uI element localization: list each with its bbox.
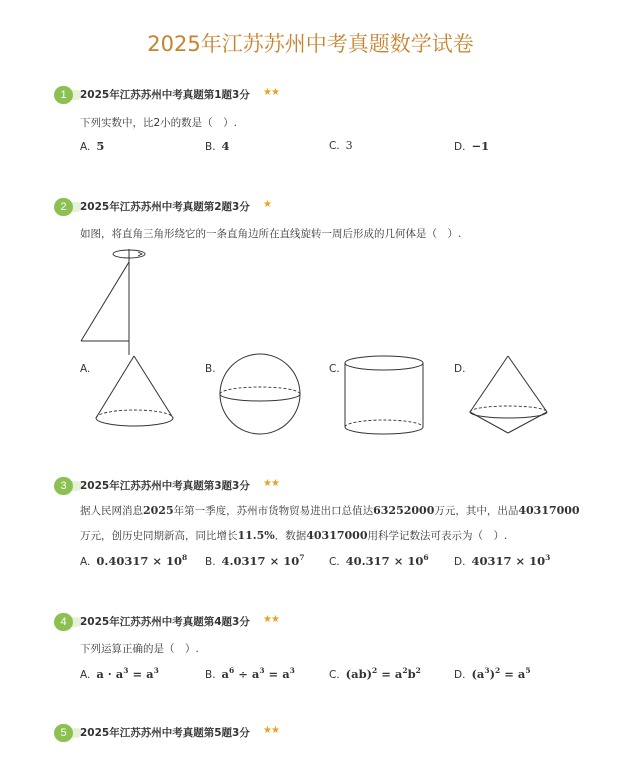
difficulty-stars: ★★	[263, 725, 279, 736]
question-3-text-line-2: 万元，创历史同期新高，同比增长11.5%．数据40317000用科学记数法可表示为（ ）.	[80, 529, 508, 542]
q4-option-c[interactable]: C. $(ab)^2 = a^2b^2$	[329, 666, 421, 681]
double-cone-icon	[467, 354, 551, 436]
q4-option-a[interactable]: A. $a \cdot a^3 = a^3$	[80, 666, 159, 681]
q3-option-d[interactable]: D. $40317 \times 10^3$	[454, 553, 551, 568]
q1-option-c[interactable]: C. 3	[329, 139, 353, 152]
paper-title: 2025年江苏苏州中考真题数学试卷	[147, 32, 474, 56]
question-source: 2025年江苏苏州中考真题第5题3分	[80, 727, 250, 739]
q2-option-b[interactable]: B.	[205, 363, 216, 375]
question-source: 2025年江苏苏州中考真题第1题3分	[80, 89, 250, 101]
question-2-text: 如图，将直角三角形绕它的一条直角边所在直线旋转一周后形成的几何体是（ ）.	[80, 228, 462, 240]
question-source: 2025年江苏苏州中考真题第3题3分	[80, 480, 250, 492]
q3-option-a[interactable]: A. $0.40317 \times 10^8$	[80, 553, 188, 568]
question-source: 2025年江苏苏州中考真题第4题3分	[80, 616, 250, 628]
question-number-badge: 3	[54, 477, 73, 495]
difficulty-stars: ★★	[263, 614, 279, 625]
q3-option-b[interactable]: B. $4.0317 \times 10^7$	[205, 553, 305, 568]
cone-icon	[93, 354, 177, 434]
q2-option-c[interactable]: C.	[329, 363, 340, 375]
cylinder-icon	[342, 354, 428, 438]
question-number-badge: 1	[54, 86, 73, 104]
rotating-triangle-figure	[76, 245, 156, 357]
q2-option-d[interactable]: D.	[454, 363, 466, 375]
difficulty-stars: ★★	[263, 87, 279, 98]
question-number-badge: 5	[54, 724, 73, 742]
q1-option-d[interactable]: D. −1	[454, 139, 490, 153]
question-4-text: 下列运算正确的是（ ）.	[80, 643, 199, 655]
question-number-badge: 2	[54, 198, 73, 216]
sphere-icon	[219, 354, 303, 438]
question-number-badge: 4	[54, 613, 73, 631]
q4-option-d[interactable]: D. $(a^3)^2 = a^5$	[454, 666, 531, 681]
q4-option-b[interactable]: B. $a^6 \div a^3 = a^3$	[205, 666, 295, 681]
q2-option-a[interactable]: A.	[80, 363, 91, 375]
difficulty-stars: ★	[263, 199, 271, 210]
q1-option-a[interactable]: A. 5	[80, 139, 105, 153]
question-3-text-line-1: 据人民网消息2025年第一季度，苏州市货物贸易进出口总值达63252000万元，其中，出品40317000	[80, 504, 580, 517]
question-1-text: 下列实数中，比2小的数是（ ）.	[80, 117, 238, 129]
difficulty-stars: ★★	[263, 478, 279, 489]
q3-option-c[interactable]: C. $40.317 \times 10^6$	[329, 553, 429, 568]
question-source: 2025年江苏苏州中考真题第2题3分	[80, 201, 250, 213]
q1-option-b[interactable]: B. 4	[205, 139, 230, 153]
